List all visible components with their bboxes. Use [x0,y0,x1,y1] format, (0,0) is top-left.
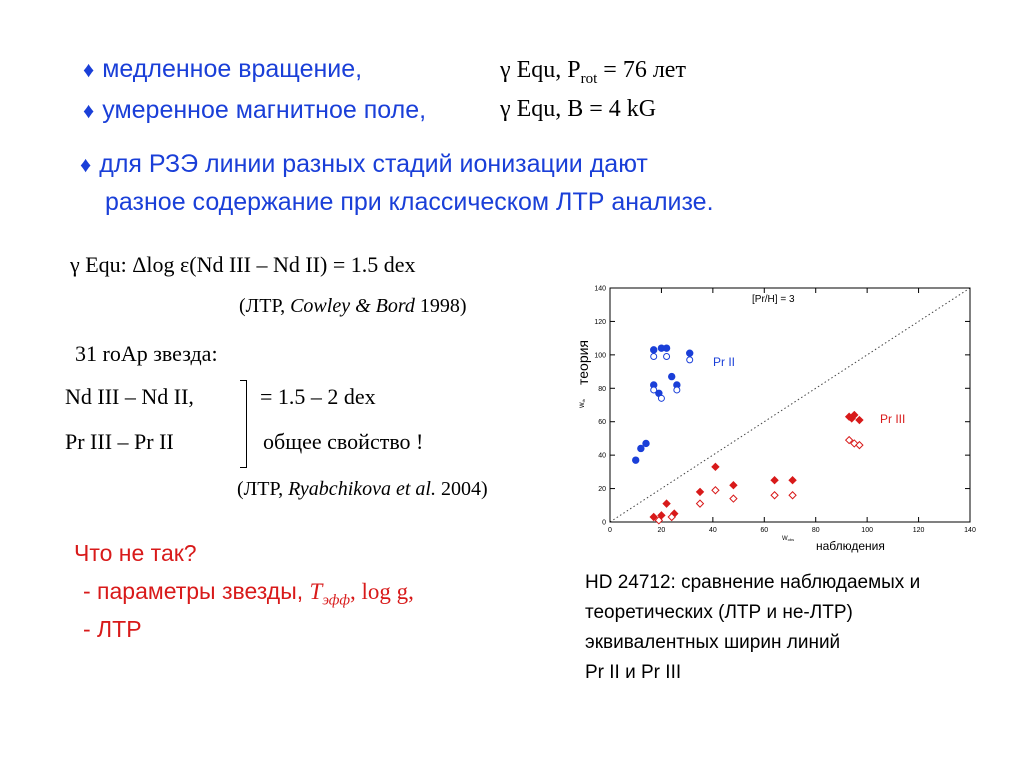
field-params: γ Equ, B = 4 kG [500,96,657,122]
x-tick-label: 100 [861,527,873,534]
issue-star-params: - параметры звезды, $T_{эфф}$, log g, [83,578,414,609]
dex-range: = 1.5 – 2 dex [260,384,376,409]
bullet-magnetic-field [83,96,426,125]
rotation-params: γ Equ, $P_{rot} = 76$ лет [500,57,686,87]
y-tick-label: 40 [598,452,606,460]
x-tick-label: 120 [912,527,925,534]
x-axis-label: Wobs [782,536,795,542]
x-tick-label: 80 [811,527,820,534]
x-tick-label: 20 [657,527,666,534]
bullet-ree-lines-cont: разное содержание при классическом ЛТР анализе. [105,188,714,216]
issue-lte: - ЛТР [83,616,142,642]
brace [240,380,247,468]
pr-ii-nlte-point [658,395,664,401]
y-tick-label: 60 [598,419,606,427]
pr-ii-lte-point [651,347,657,353]
pr-ii-lte-point [633,457,639,463]
bullet-ree-lines [80,150,648,179]
diamond-icon: ♦ [80,152,92,177]
y-tick-label: 100 [594,352,606,360]
reference-ryabchikova: (ЛТР, Ryabchikova et al. 2004) [237,478,488,500]
pr-ii-lte-point [687,350,693,356]
pr-ii-lte-point [638,445,644,451]
y-tick-label: 120 [594,318,606,326]
pr-pair: Pr III – Pr II [65,429,174,454]
bullet-text: медленное вращение, [102,55,363,83]
pr-ii-lte-point [663,345,669,351]
common-property: общее свойство ! [263,429,424,454]
nd-pair: Nd III – Nd II, [65,384,194,409]
ew-comparison-chart [574,280,984,558]
label-pr-ii: Pr II [713,355,736,369]
diamond-icon: ♦ [83,98,95,123]
y-tick-label: 140 [594,285,606,293]
pr-ii-nlte-point [651,387,657,393]
question-title: Что не так? [74,540,197,566]
x-tick-label: 0 [608,527,612,534]
pr-ii-nlte-point [674,387,680,393]
bullet-text: для РЗЭ линии разных стадий ионизации дают [99,150,648,178]
pr-ii-nlte-point [664,354,670,360]
bullet-slow-rotation [83,55,362,84]
x-tick-label: 40 [708,527,717,534]
label-pr-iii: Pr III [880,412,906,426]
chart-annotation: [Pr/H] = 3 [752,294,795,305]
y-tick-label: 20 [598,486,606,494]
pr-ii-nlte-point [687,357,693,363]
pr-ii-lte-point [669,373,675,379]
x-axis-label-ru: наблюдения [816,539,885,553]
equ-delta-log: γ Equ: Δlog ε(Nd III – Nd II) = 1.5 dex [70,252,416,277]
diamond-icon: ♦ [83,57,95,82]
roap-stars: 31 roAp звезда: [75,341,218,366]
bullet-text: умеренное магнитное поле, [102,96,427,124]
x-tick-label: 140 [964,527,976,534]
y-tick-label: 80 [598,385,606,393]
figure-caption: HD 24712: сравнение наблюдаемых и теоретических (ЛТР и не-ЛТР) эквивалентных ширин линий Pr II и Pr III [585,572,921,683]
reference-cowley: (ЛТР, Cowley & Bord 1998) [239,295,467,317]
y-axis-label-ru: теория [575,339,591,385]
pr-ii-lte-point [643,440,649,446]
y-axis-label: Wth [580,398,586,408]
pr-ii-nlte-point [651,354,657,360]
x-tick-label: 60 [760,527,769,534]
y-tick-label: 0 [602,519,606,527]
